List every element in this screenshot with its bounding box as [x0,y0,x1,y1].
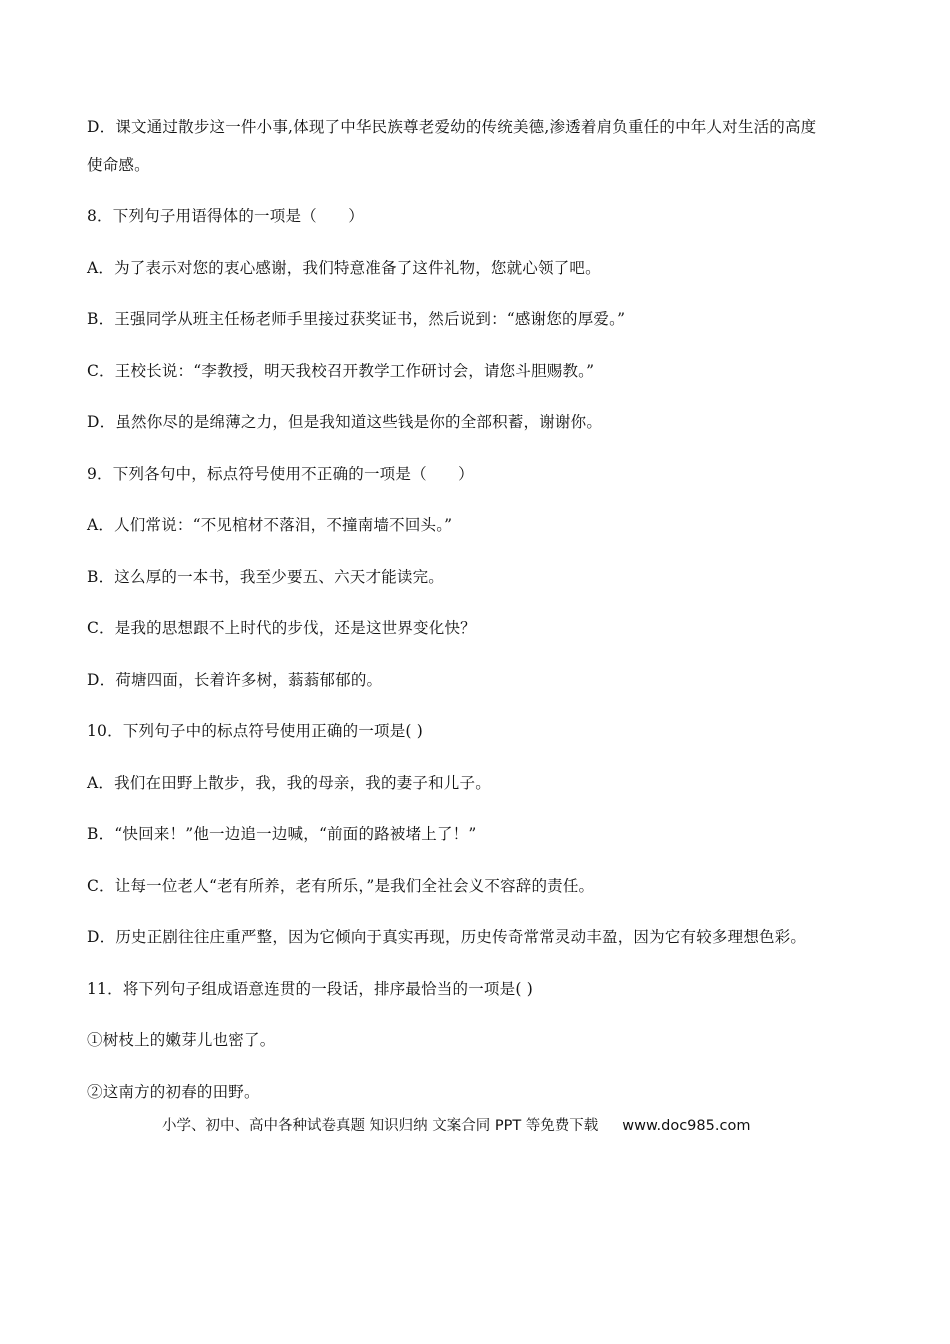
question-8-option-a: A．为了表示对您的衷心感谢，我们特意准备了这件礼物，您就心领了吧。 [87,259,601,277]
question-7-option-d-line-2: 使命感。 [87,156,150,174]
question-8-option-b: B．王强同学从班主任杨老师手里接过获奖证书，然后说到：“感谢您的厚爱。” [87,310,626,328]
question-10-option-b: B．“快回来！”他一边追一边喊，“前面的路被堵上了！” [87,825,477,843]
question-8-stem: 8．下列句子用语得体的一项是（ ） [87,207,364,225]
question-8-option-c: C．王校长说：“李教授，明天我校召开教学工作研讨会，请您斗胆赐教。” [87,362,595,380]
question-11-stem: 11．将下列句子组成语意连贯的一段话，排序最恰当的一项是( ) [87,980,533,998]
question-11-sentence-1: ①树枝上的嫩芽儿也密了。 [87,1031,276,1049]
question-9-stem: 9．下列各句中，标点符号使用不正确的一项是（ ） [87,465,474,483]
question-9-option-d: D．荷塘四面，长着许多树，蓊蓊郁郁的。 [87,671,383,689]
question-8-option-d: D．虽然你尽的是绵薄之力，但是我知道这些钱是你的全部积蓄，谢谢你。 [87,413,603,431]
question-9-option-b: B．这么厚的一本书，我至少要五、六天才能读完。 [87,568,444,586]
question-10-stem: 10．下列句子中的标点符号使用正确的一项是( ) [87,722,424,740]
footer-text: 小学、初中、高中各种试卷真题 知识归纳 文案合同 PPT 等免费下载 [162,1118,599,1134]
question-9-option-a: A．人们常说：“不见棺材不落泪，不撞南墙不回头。” [87,516,453,534]
footer-url[interactable]: www.doc985.com [622,1118,751,1134]
question-10-option-a: A．我们在田野上散步，我，我的母亲，我的妻子和儿子。 [87,774,491,792]
question-9-option-c: C．是我的思想跟不上时代的步伐，还是这世界变化快？ [87,619,476,637]
question-11-sentence-2: ②这南方的初春的田野。 [87,1083,260,1101]
page-footer [162,1116,862,1136]
question-10-option-d: D．历史正剧往往庄重严整，因为它倾向于真实再现，历史传奇常常灵动丰盈，因为它有较多理想色彩。 [87,928,807,946]
question-7-option-d-line-1: D．课文通过散步这一件小事,体现了中华民族尊老爱幼的传统美德,渗透着肩负重任的中年人对生活的高度 [87,118,817,136]
question-10-option-c: C．让每一位老人“老有所养，老有所乐，”是我们全社会义不容辞的责任。 [87,877,595,895]
